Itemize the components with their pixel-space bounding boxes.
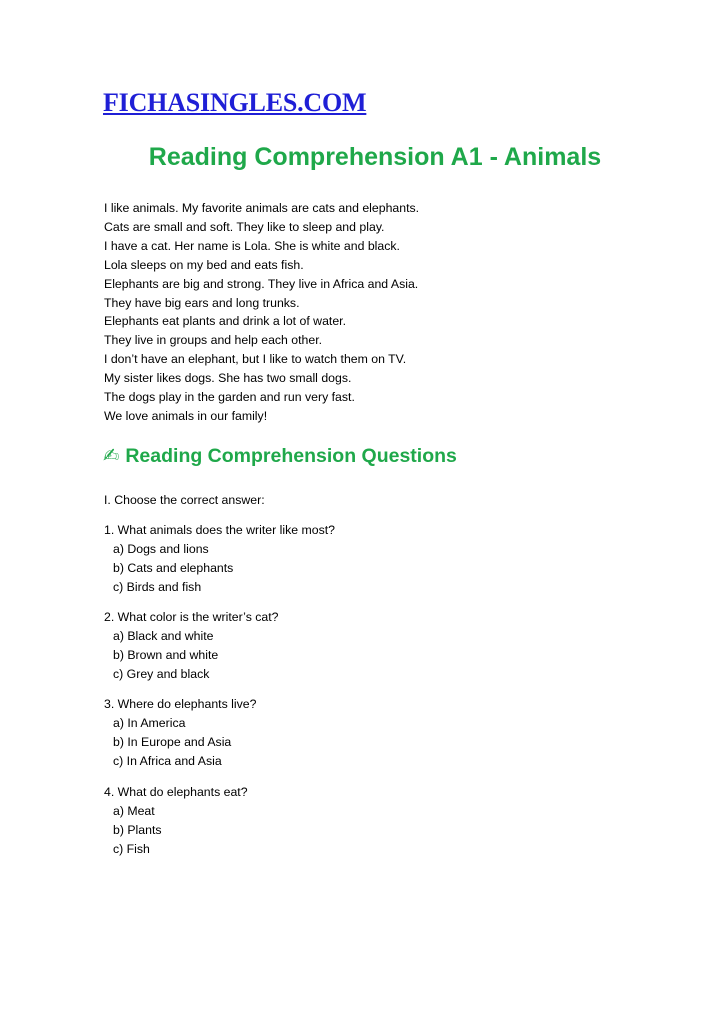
answer-option: a) In America — [113, 715, 186, 730]
passage-line: They have big ears and long trunks. — [104, 295, 300, 310]
instructions: I. Choose the correct answer: — [104, 493, 265, 507]
answer-option: c) Fish — [113, 841, 150, 856]
questions-heading — [103, 444, 457, 468]
passage-line: The dogs play in the garden and run very fast. — [104, 390, 355, 405]
question-text: 2. What color is the writer’s cat? — [104, 610, 279, 624]
passage-line: We love animals in our family! — [104, 408, 268, 423]
writing-hand-icon: ✍ — [103, 444, 120, 467]
answer-option: a) Dogs and lions — [113, 541, 209, 556]
passage-line: Lola sleeps on my bed and eats fish. — [104, 257, 304, 272]
answer-option: b) Brown and white — [113, 647, 219, 662]
question-text: 4. What do elephants eat? — [104, 785, 248, 799]
question-3 — [104, 695, 256, 771]
question-text: 1. What animals does the writer like most? — [104, 523, 335, 537]
passage-line: My sister likes dogs. She has two small dogs. — [104, 371, 352, 386]
reading-passage — [104, 199, 419, 426]
question-1 — [104, 521, 335, 597]
answer-option: c) Grey and black — [113, 666, 210, 681]
passage-line: I like animals. My favorite animals are cats and elephants. — [104, 201, 420, 215]
answer-option: c) Birds and fish — [113, 579, 202, 594]
passage-line: They live in groups and help each other. — [104, 333, 323, 348]
answer-option: a) Black and white — [113, 628, 214, 643]
passage-line: I don’t have an elephant, but I like to watch them on TV. — [104, 352, 407, 367]
question-text: 3. Where do elephants live? — [104, 697, 257, 711]
answer-option: a) Meat — [113, 803, 155, 818]
passage-line: Elephants eat plants and drink a lot of water. — [104, 314, 346, 329]
passage-line: Cats are small and soft. They like to sleep and play. — [104, 219, 385, 234]
questions-heading-text: Reading Comprehension Questions — [125, 445, 457, 467]
page-title: Reading Comprehension A1 - Animals — [148, 143, 602, 171]
passage-line: I have a cat. Her name is Lola. She is white and black. — [104, 238, 400, 253]
question-4 — [104, 783, 248, 859]
passage-line: Elephants are big and strong. They live in Africa and Asia. — [104, 276, 419, 291]
answer-option: b) Cats and elephants — [113, 560, 234, 575]
answer-option: c) In Africa and Asia — [113, 753, 222, 768]
question-2 — [104, 608, 279, 684]
site-link[interactable]: FICHASINGLES.COM — [103, 88, 367, 117]
answer-option: b) In Europe and Asia — [113, 734, 232, 749]
answer-option: b) Plants — [113, 822, 162, 837]
